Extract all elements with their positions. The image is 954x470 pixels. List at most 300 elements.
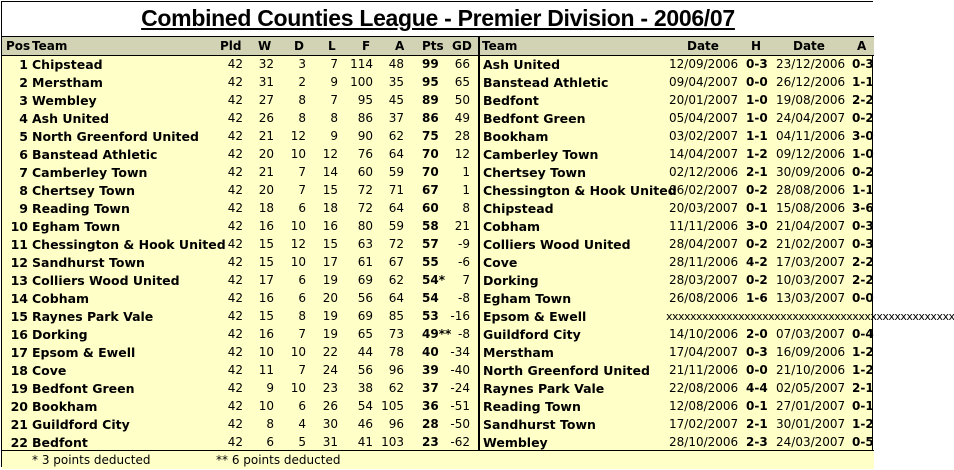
away-date: 02/05/2007: [776, 381, 846, 395]
position: 20: [10, 399, 28, 414]
team-name: Epsom & Ewell: [32, 345, 136, 360]
league-table-frame: [1, 1, 954, 467]
team-name: Sandhurst Town: [32, 255, 145, 270]
goals-against: 64: [388, 201, 404, 215]
away-score: 0-1: [852, 399, 874, 413]
drawn: 4: [298, 417, 306, 431]
points: 70: [422, 147, 439, 161]
away-date: 13/03/2007: [776, 291, 846, 305]
away-date: 27/01/2007: [776, 399, 846, 413]
footnote-3pts: * 3 points deducted: [32, 453, 151, 467]
away-score: 3-6: [852, 201, 874, 215]
team-name: Ash United: [32, 111, 110, 126]
team-name: Banstead Athletic: [32, 147, 158, 162]
goals-against: 64: [388, 291, 404, 305]
lost: 23: [322, 381, 338, 395]
goal-difference: 50: [454, 93, 470, 107]
points: 54: [422, 291, 439, 305]
home-date: 26/08/2006: [669, 291, 739, 305]
opponent-name: Bedfont Green: [483, 111, 586, 126]
home-score: 2-1: [746, 417, 768, 431]
position: 6: [19, 147, 28, 162]
lost: 19: [322, 327, 338, 341]
drawn: 6: [298, 201, 306, 215]
results-row: [480, 343, 874, 361]
home-date: 14/10/2006: [669, 327, 739, 341]
home-score: 0-1: [746, 201, 768, 215]
home-score: 2-1: [746, 165, 768, 179]
opponent-name: Reading Town: [483, 399, 581, 414]
results-row: [480, 145, 874, 163]
goals-for: 65: [357, 327, 373, 341]
away-date: 16/09/2006: [776, 345, 846, 359]
footnote-6pts: ** 6 points deducted: [216, 453, 341, 467]
home-score: 1-2: [746, 147, 768, 161]
results-row: [480, 307, 954, 325]
goals-for: 60: [357, 165, 373, 179]
col-header-w: W: [258, 39, 272, 53]
away-score: 0-3: [852, 237, 874, 251]
won: 9: [266, 381, 274, 395]
goal-difference: 21: [454, 219, 470, 233]
standings-row: [2, 55, 478, 73]
away-date: 04/11/2006: [776, 129, 846, 143]
position: 7: [19, 165, 28, 180]
col-header-opponent: Team: [482, 39, 518, 53]
goal-difference: 12: [454, 147, 470, 161]
drawn: 10: [290, 255, 306, 269]
standings-row: [2, 91, 478, 109]
standings-row: [2, 271, 478, 289]
won: 31: [258, 75, 274, 89]
goals-against: 67: [388, 255, 404, 269]
goals-against: 78: [388, 345, 404, 359]
drawn: 12: [290, 237, 306, 251]
away-date: 10/03/2007: [776, 273, 846, 287]
goals-for: 54: [357, 399, 373, 413]
home-date: 06/02/2007: [669, 183, 739, 197]
home-date: 12/09/2006: [669, 57, 739, 71]
position: 21: [10, 417, 28, 432]
home-date: 12/08/2006: [669, 399, 739, 413]
away-score: 2-2: [852, 93, 874, 107]
home-date: 02/12/2006: [669, 165, 739, 179]
goal-difference: -40: [450, 363, 470, 377]
team-name: Cobham: [32, 291, 90, 306]
results-row: [480, 55, 874, 73]
played: 42: [227, 147, 243, 161]
lost: 24: [322, 363, 338, 377]
played: 42: [227, 93, 243, 107]
home-score: 0-3: [746, 345, 768, 359]
opponent-name: Camberley Town: [483, 147, 599, 162]
points: 58: [422, 219, 439, 233]
away-date: 30/01/2007: [776, 417, 846, 431]
home-score: 2-0: [746, 327, 768, 341]
away-score: 0-3: [852, 57, 874, 71]
goal-difference: -62: [450, 435, 470, 449]
away-score: 1-1: [852, 75, 874, 89]
standings-row: [2, 415, 478, 433]
lost: 19: [322, 309, 338, 323]
drawn: 7: [298, 363, 306, 377]
away-score: 1-2: [852, 417, 874, 431]
away-date: 21/10/2006: [776, 363, 846, 377]
away-date: 17/03/2007: [776, 255, 846, 269]
won: 18: [258, 201, 274, 215]
goals-against: 37: [388, 111, 404, 125]
standings-row: [2, 289, 478, 307]
goals-for: 76: [357, 147, 373, 161]
away-score: 1-2: [852, 363, 874, 377]
points: 86: [422, 111, 439, 125]
team-name: Bookham: [32, 399, 98, 414]
results-row: [480, 181, 874, 199]
drawn: 10: [290, 147, 306, 161]
position: 11: [10, 237, 28, 252]
points: 37: [422, 381, 439, 395]
position: 14: [10, 291, 28, 306]
position: 15: [10, 309, 28, 324]
standings-header: [2, 36, 478, 56]
won: 15: [258, 255, 274, 269]
played: 42: [227, 327, 243, 341]
won: 21: [258, 129, 274, 143]
col-header-d: D: [294, 39, 304, 53]
home-score: 0-0: [746, 363, 768, 377]
team-name: Bedfont: [32, 435, 88, 450]
drawn: 6: [298, 291, 306, 305]
drawn: 8: [298, 111, 306, 125]
no-fixture-filler: xxxxxxxxxxxxxxxxxxxxxxxxxxxxxxxxxxxxxxxxxxxxxxxx: [666, 310, 954, 323]
footnotes: [2, 450, 874, 469]
goals-against: 96: [388, 363, 404, 377]
opponent-name: Chessington & Hook United: [483, 183, 677, 198]
results-row: [480, 199, 874, 217]
away-score: 2-1: [852, 381, 874, 395]
goal-difference: 1: [462, 165, 470, 179]
lost: 15: [322, 183, 338, 197]
drawn: 7: [298, 183, 306, 197]
away-score: 0-2: [852, 165, 874, 179]
results-row: [480, 415, 874, 433]
goal-difference: -24: [450, 381, 470, 395]
standings-row: [2, 109, 478, 127]
opponent-name: North Greenford United: [483, 363, 650, 378]
goal-difference: 28: [454, 129, 470, 143]
won: 11: [258, 363, 274, 377]
played: 42: [227, 363, 243, 377]
opponent-name: Sandhurst Town: [483, 417, 596, 432]
results-header: [479, 36, 874, 56]
goals-for: 46: [357, 417, 373, 431]
goal-difference: -50: [450, 417, 470, 431]
points: 55: [422, 255, 439, 269]
won: 32: [258, 57, 274, 71]
standings-row: [2, 397, 478, 415]
col-header-pos: Pos: [6, 39, 31, 53]
drawn: 10: [290, 381, 306, 395]
results-row: [480, 433, 874, 451]
team-name: Reading Town: [32, 201, 130, 216]
goal-difference: -16: [450, 309, 470, 323]
home-date: 17/04/2007: [669, 345, 739, 359]
standings-row: [2, 145, 478, 163]
team-name: Guildford City: [32, 417, 130, 432]
goals-against: 45: [388, 93, 404, 107]
won: 15: [258, 309, 274, 323]
goals-against: 62: [388, 273, 404, 287]
away-score: 0-4: [852, 327, 874, 341]
col-header-away-date: Date: [793, 39, 825, 53]
played: 42: [227, 381, 243, 395]
standings-row: [2, 127, 478, 145]
goals-against: 105: [381, 399, 404, 413]
goals-for: 63: [357, 237, 373, 251]
points: 28: [422, 417, 439, 431]
team-name: Chertsey Town: [32, 183, 136, 198]
standings-row: [2, 163, 478, 181]
goals-for: 72: [357, 201, 373, 215]
position: 8: [19, 183, 28, 198]
home-score: 0-0: [746, 75, 768, 89]
points: 60: [422, 201, 439, 215]
team-name: Egham Town: [32, 219, 121, 234]
standings-row: [2, 199, 478, 217]
opponent-name: Bedfont: [483, 93, 539, 108]
away-score: 0-0: [852, 291, 874, 305]
standings-row: [2, 433, 478, 451]
home-score: 2-3: [746, 435, 768, 449]
played: 42: [227, 273, 243, 287]
position: 22: [10, 435, 28, 450]
opponent-name: Colliers Wood United: [483, 237, 631, 252]
goal-difference: -51: [450, 399, 470, 413]
home-date: 05/04/2007: [669, 111, 739, 125]
won: 10: [258, 399, 274, 413]
away-date: 28/08/2006: [776, 183, 846, 197]
home-date: 28/03/2007: [669, 273, 739, 287]
goals-for: 56: [357, 291, 373, 305]
standings-row: [2, 361, 478, 379]
goals-against: 62: [388, 381, 404, 395]
won: 21: [258, 165, 274, 179]
opponent-name: Dorking: [483, 273, 539, 288]
results-row: [480, 73, 874, 91]
lost: 16: [322, 219, 338, 233]
team-name: Wembley: [32, 93, 97, 108]
goals-for: 61: [357, 255, 373, 269]
team-name: North Greenford United: [32, 129, 199, 144]
col-header-home-date: Date: [687, 39, 719, 53]
position: 4: [19, 111, 28, 126]
away-score: 0-3: [852, 219, 874, 233]
away-date: 21/02/2007: [776, 237, 846, 251]
home-date: 20/03/2007: [669, 201, 739, 215]
goals-for: 44: [357, 345, 373, 359]
away-date: 21/04/2007: [776, 219, 846, 233]
col-header-a: A: [395, 39, 405, 53]
won: 8: [266, 417, 274, 431]
team-name: Merstham: [32, 75, 103, 90]
position: 13: [10, 273, 28, 288]
position: 12: [10, 255, 28, 270]
away-date: 26/12/2006: [776, 75, 846, 89]
results-row: [480, 271, 874, 289]
goals-for: 72: [357, 183, 373, 197]
results-row: [480, 217, 874, 235]
goal-difference: 8: [462, 201, 470, 215]
team-name: Cove: [32, 363, 67, 378]
standings-row: [2, 253, 478, 271]
home-score: 0-2: [746, 237, 768, 251]
home-score: 1-0: [746, 93, 768, 107]
goal-difference: 66: [454, 57, 470, 71]
home-date: 11/11/2006: [669, 219, 739, 233]
position: 16: [10, 327, 28, 342]
drawn: 2: [298, 75, 306, 89]
won: 15: [258, 237, 274, 251]
away-date: 23/12/2006: [776, 57, 846, 71]
points: 54*: [422, 273, 445, 287]
lost: 30: [322, 417, 338, 431]
points: 89: [422, 93, 439, 107]
position: 2: [19, 75, 28, 90]
home-date: 03/02/2007: [669, 129, 739, 143]
goal-difference: -9: [458, 237, 470, 251]
played: 42: [227, 435, 243, 449]
opponent-name: Ash United: [483, 57, 561, 72]
goals-for: 86: [357, 111, 373, 125]
won: 6: [266, 435, 274, 449]
won: 20: [258, 147, 274, 161]
lost: 9: [330, 75, 338, 89]
goals-against: 35: [388, 75, 404, 89]
team-name: Chipstead: [32, 57, 103, 72]
standings-row: [2, 235, 478, 253]
goals-for: 100: [350, 75, 373, 89]
goals-against: 59: [388, 165, 404, 179]
col-header-pts: Pts: [422, 39, 444, 53]
played: 42: [227, 129, 243, 143]
goal-difference: -8: [458, 291, 470, 305]
played: 42: [227, 165, 243, 179]
goals-against: 62: [388, 129, 404, 143]
col-header-l: L: [328, 39, 336, 53]
away-score: 2-2: [852, 255, 874, 269]
home-score: 4-4: [746, 381, 768, 395]
opponent-name: Chertsey Town: [483, 165, 587, 180]
home-date: 28/10/2006: [669, 435, 739, 449]
home-date: 21/11/2006: [669, 363, 739, 377]
lost: 9: [330, 129, 338, 143]
goal-difference: 7: [462, 273, 470, 287]
won: 16: [258, 291, 274, 305]
lost: 19: [322, 273, 338, 287]
opponent-name: Cove: [483, 255, 518, 270]
lost: 20: [322, 291, 338, 305]
away-score: 1-1: [852, 183, 874, 197]
standings-row: [2, 217, 478, 235]
lost: 31: [322, 435, 338, 449]
home-score: 1-1: [746, 129, 768, 143]
lost: 17: [322, 255, 338, 269]
drawn: 3: [298, 57, 306, 71]
home-date: 28/04/2007: [669, 237, 739, 251]
results-row: [480, 163, 874, 181]
home-score: 1-0: [746, 111, 768, 125]
goals-against: 72: [388, 237, 404, 251]
won: 16: [258, 219, 274, 233]
points: 67: [422, 183, 439, 197]
points: 39: [422, 363, 439, 377]
goals-for: 56: [357, 363, 373, 377]
home-score: 3-0: [746, 219, 768, 233]
lost: 26: [322, 399, 338, 413]
away-score: 0-5: [852, 435, 874, 449]
opponent-name: Banstead Athletic: [483, 75, 609, 90]
opponent-name: Chipstead: [483, 201, 554, 216]
page-title: Combined Counties League - Premier Division - 2006/07: [141, 5, 735, 31]
drawn: 7: [298, 327, 306, 341]
position: 9: [19, 201, 28, 216]
played: 42: [227, 309, 243, 323]
drawn: 7: [298, 165, 306, 179]
goals-against: 85: [388, 309, 404, 323]
goals-for: 95: [357, 93, 373, 107]
home-score: 1-6: [746, 291, 768, 305]
goal-difference: -34: [450, 345, 470, 359]
home-date: 09/04/2007: [669, 75, 739, 89]
away-date: 15/08/2006: [776, 201, 846, 215]
goals-for: 80: [357, 219, 373, 233]
lost: 12: [322, 147, 338, 161]
played: 42: [227, 237, 243, 251]
lost: 15: [322, 237, 338, 251]
home-date: 22/08/2006: [669, 381, 739, 395]
results-row: [480, 379, 874, 397]
home-score: 0-3: [746, 57, 768, 71]
goals-against: 59: [388, 219, 404, 233]
team-name: Bedfont Green: [32, 381, 135, 396]
played: 42: [227, 417, 243, 431]
results-row: [480, 235, 874, 253]
drawn: 10: [290, 345, 306, 359]
goals-against: 73: [388, 327, 404, 341]
goals-against: 96: [388, 417, 404, 431]
col-header-home-score: H: [751, 39, 762, 53]
team-name: Camberley Town: [32, 165, 148, 180]
goals-for: 90: [357, 129, 373, 143]
results-row: [480, 325, 874, 343]
points: 70: [422, 165, 439, 179]
goals-for: 69: [357, 309, 373, 323]
title-bar: [2, 2, 874, 36]
goals-against: 103: [381, 435, 404, 449]
home-score: 0-2: [746, 183, 768, 197]
away-score: 0-2: [852, 111, 874, 125]
points: 53: [422, 309, 439, 323]
home-score: 0-2: [746, 273, 768, 287]
points: 99: [422, 57, 439, 71]
lost: 7: [330, 93, 338, 107]
away-date: 19/08/2006: [776, 93, 846, 107]
home-date: 17/02/2007: [669, 417, 739, 431]
played: 42: [227, 345, 243, 359]
won: 17: [258, 273, 274, 287]
home-date: 14/04/2007: [669, 147, 739, 161]
won: 26: [258, 111, 274, 125]
